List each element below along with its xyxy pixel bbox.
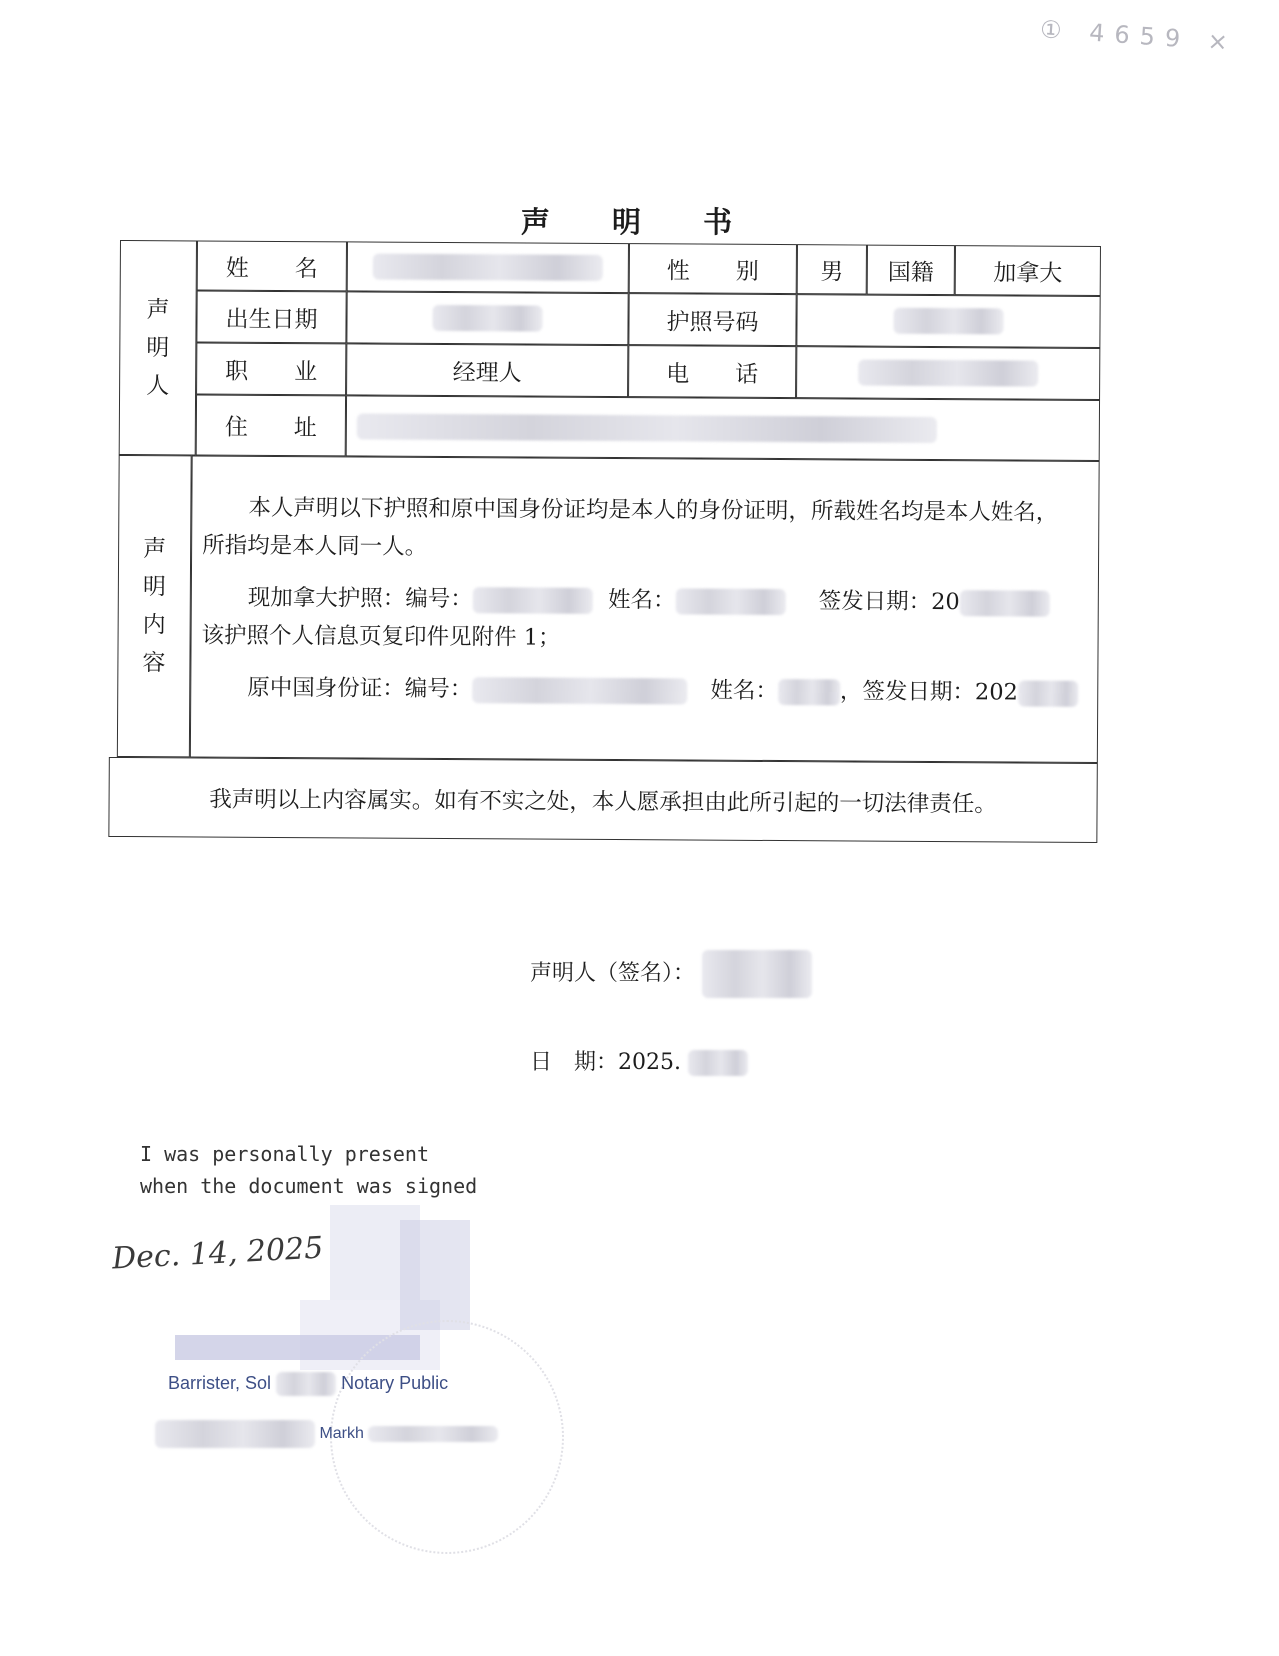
stamp-address-text: Markh xyxy=(319,1425,364,1443)
nationality-value: 加拿大 xyxy=(955,245,1101,296)
notary-line-1: I was personally present xyxy=(140,1142,429,1166)
content-line-4: 该护照个人信息页复印件见附件 1； xyxy=(201,622,561,651)
redacted-id-number xyxy=(472,677,687,704)
declarant-section-label xyxy=(119,240,197,455)
signature-line xyxy=(530,950,812,998)
content-section-label xyxy=(117,455,192,757)
redacted-stamp-address xyxy=(368,1426,498,1442)
redacted-passport xyxy=(893,308,1003,335)
gender-value: 男 xyxy=(797,244,867,294)
content-label-char: 容 xyxy=(142,650,166,677)
phone-value xyxy=(796,346,1100,400)
redacted-signature xyxy=(702,950,812,998)
notary-line-2: when the document was signed xyxy=(140,1174,478,1198)
passport-value xyxy=(796,294,1100,348)
occupation-value: 经理人 xyxy=(346,343,628,397)
address-label: 住 址 xyxy=(196,394,346,456)
stamp-title-left: Barrister, Sol xyxy=(168,1372,272,1393)
redacted-dob xyxy=(432,305,542,332)
content-line-5 xyxy=(247,669,1078,712)
corner-annotation: ① 4659 × xyxy=(1039,15,1239,57)
stamp-title xyxy=(168,1372,448,1396)
redacted-id-name xyxy=(778,679,840,705)
phone-label: 电 话 xyxy=(628,345,796,398)
declarant-label-char: 明 xyxy=(146,334,170,361)
content-line-3 xyxy=(248,579,1050,622)
occupation-label: 职 业 xyxy=(196,342,346,395)
declarant-label-char: 声 xyxy=(146,296,170,323)
passport-name-label: 姓名： xyxy=(607,586,676,614)
declarant-label-char: 人 xyxy=(146,372,170,399)
stamp-address xyxy=(155,1420,498,1448)
redacted-passport-issue-date xyxy=(960,590,1050,617)
passport-number-label: 现加拿大护照：编号： xyxy=(247,584,473,613)
redacted-date xyxy=(688,1050,748,1076)
page-title: 声 明 书 xyxy=(520,205,759,239)
redacted-passport-name xyxy=(675,588,785,615)
date-line xyxy=(530,1045,748,1076)
passport-label: 护照号码 xyxy=(628,293,796,346)
id-issue-date-label: ，签发日期：202 xyxy=(839,678,1018,706)
content-label-char: 明 xyxy=(142,574,166,601)
passport-issue-date-label: 签发日期：20 xyxy=(818,588,960,616)
redacted-phone xyxy=(858,360,1038,387)
redacted-stamp-title xyxy=(276,1372,336,1396)
nationality-label: 国籍 xyxy=(867,245,955,296)
content-label-char: 内 xyxy=(142,612,166,639)
redacted-address xyxy=(357,413,937,443)
redacted-id-issue-date xyxy=(1018,680,1078,706)
id-name-label: 姓名： xyxy=(710,677,779,705)
gender-label: 性 别 xyxy=(629,243,797,294)
address-value xyxy=(346,395,1100,461)
signature-label: 声明人（签名）： xyxy=(530,961,696,986)
declaration-table xyxy=(116,240,1156,896)
name-value xyxy=(347,241,629,293)
content-label-char: 声 xyxy=(143,536,167,563)
dob-label: 出生日期 xyxy=(196,290,346,343)
stamp-title-right: Notary Public xyxy=(341,1372,449,1393)
statement-row: 我声明以上内容属实。如有不实之处，本人愿承担由此所引起的一切法律责任。 xyxy=(108,757,1097,843)
dob-value xyxy=(346,291,628,345)
redacted-stamp-name xyxy=(155,1420,315,1448)
id-number-label: 原中国身份证：编号： xyxy=(247,674,473,703)
date-label: 日 期：2025. xyxy=(530,1050,681,1075)
redacted-passport-number xyxy=(473,587,593,614)
redacted-name xyxy=(373,254,603,281)
handwritten-date: Dec. 14, 2025 xyxy=(111,1230,325,1277)
name-label: 姓 名 xyxy=(197,240,347,291)
content-line-2: 所指均是本人同一人。 xyxy=(202,532,428,560)
content-line-1: 本人声明以下护照和原中国身份证均是本人的身份证明，所载姓名均是本人姓名， xyxy=(248,494,1059,526)
